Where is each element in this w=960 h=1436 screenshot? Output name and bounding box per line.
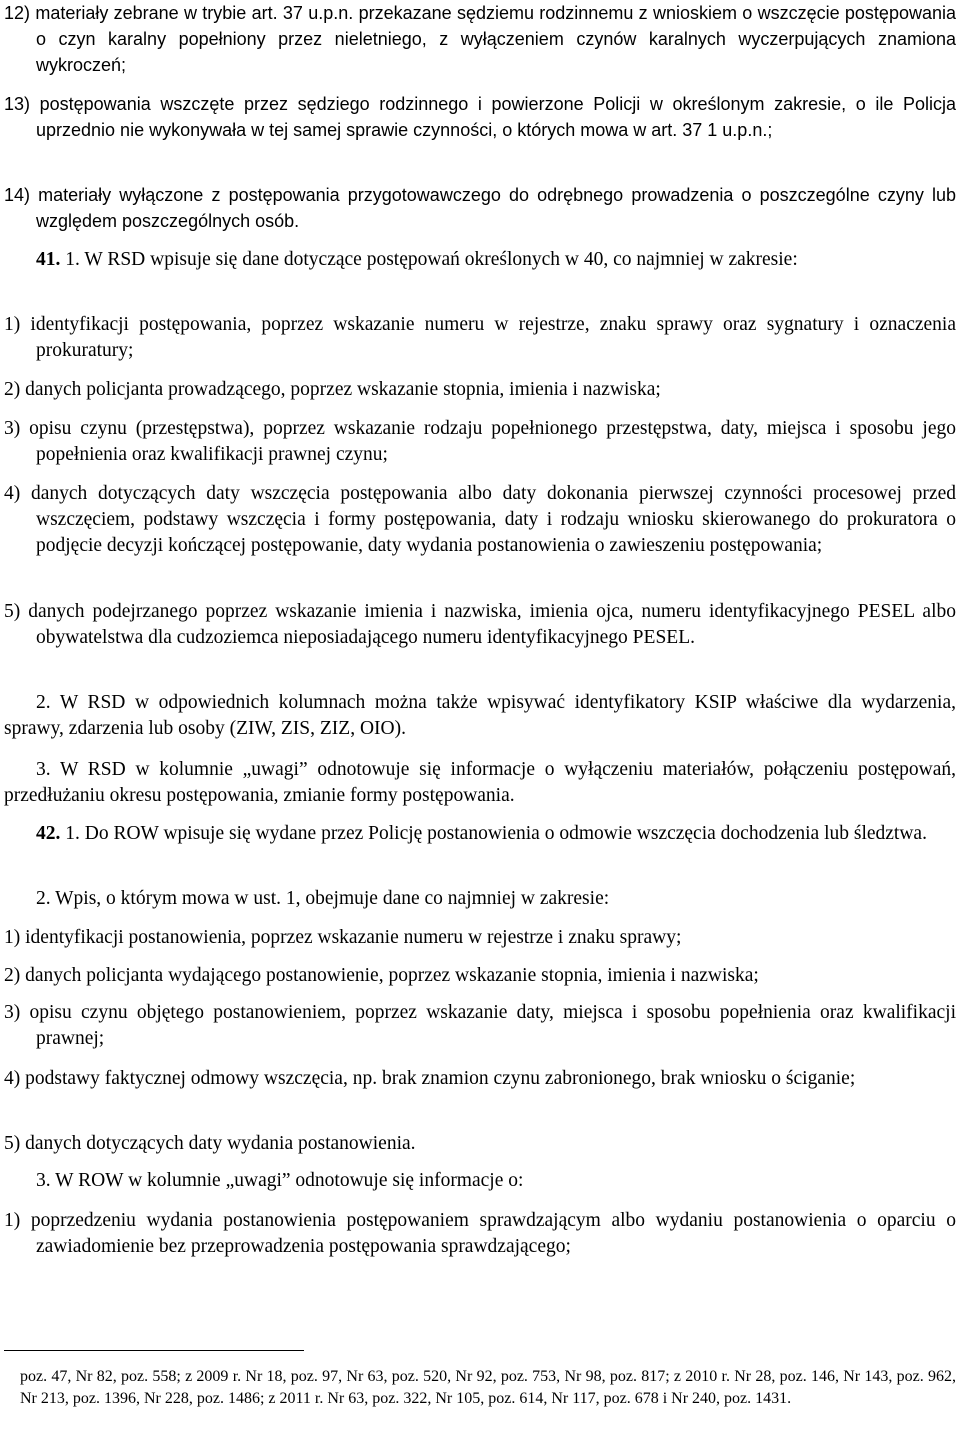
section-41-paragraph-2: 2. W RSD w odpowiednich kolumnach można także wpisywać identyfikatory KSIP właściwe dla wydarzenia, sprawy, zdarzenia lub osoby (ZIW, ZIS, ZIZ, OIO).: [4, 692, 956, 739]
list-item: 4) podstawy faktycznej odmowy wszczęcia, np. brak znamion czynu zabronionego, brak wniosku o ściganie;: [4, 1068, 856, 1089]
list-item: 12) materiały zebrane w trybie art. 37 u.p.n. przekazane sędziemu rodzinnemu z wnioskiem o wszczęcie postępowania o czyn karalny popełniony przez nieletniego, z wyłączeniem czynów karalnych wyczerpujących znamiona wykroczeń;: [4, 3, 956, 75]
list-item: 3) opisu czynu (przestępstwa), poprzez wskazanie rodzaju popełnionego przestępstwa, daty, miejsca i sposobu jego popełnienia oraz kwalifikacji prawnej czynu;: [4, 418, 956, 465]
list-item: 1) poprzedzeniu wydania postanowienia postępowaniem sprawdzającym albo wydaniu postanowienia o oparciu o zawiadomienie bez przeprowadzenia postępowania sprawdzającego;: [4, 1210, 956, 1257]
section-text: 1. W RSD wpisuje się dane dotyczące postępowań określonych w 40, co najmniej w zakresie:: [65, 249, 798, 270]
section-number: 42.: [36, 823, 61, 844]
section-42-paragraph-3: 3. W ROW w kolumnie „uwagi” odnotowuje się informacje o:: [36, 1170, 524, 1191]
list-item: 1) identyfikacji postępowania, poprzez wskazanie numeru w rejestrze, znaku sprawy oraz sygnatury i oznaczenia prokuratury;: [4, 314, 956, 361]
list-item: 4) danych dotyczących daty wszczęcia postępowania albo daty dokonania pierwszej czynności procesowej przed wszczęciem, podstawy wszczęcia i formy postępowania, daty i rodzaju wniosku skierowanego do prokuratora o podjęcie decyzji kończącej postępowanie, daty wydania postanowienia o zawieszeniu postępowania;: [4, 483, 956, 556]
list-item: 3) opisu czynu objętego postanowieniem, poprzez wskazanie daty, miejsca i sposobu popełnienia oraz kwalifikacji prawnej;: [4, 1002, 956, 1049]
list-item: 5) danych dotyczących daty wydania postanowienia.: [4, 1133, 416, 1154]
list-item: 2) danych policjanta wydającego postanowienie, poprzez wskazanie stopnia, imienia i nazwiska;: [4, 965, 759, 986]
section-42-paragraph-1: [4, 821, 956, 847]
section-number: 41.: [36, 249, 61, 270]
list-item: 1) identyfikacji postanowienia, poprzez wskazanie numeru w rejestrze i znaku sprawy;: [4, 927, 682, 948]
list-item: 2) danych policjanta prowadzącego, poprzez wskazanie stopnia, imienia i nazwiska;: [4, 379, 661, 400]
section-41-paragraph-1: [4, 247, 956, 273]
footnote-divider: [4, 1350, 304, 1351]
list-item: 13) postępowania wszczęte przez sędziego rodzinnego i powierzone Policji w określonym zakresie, o ile Policja uprzednio nie wykonywała w tej samej sprawie czynności, o których mowa w art. 37 1 u.p.n.;: [4, 94, 956, 140]
section-42-paragraph-2: 2. Wpis, o którym mowa w ust. 1, obejmuje dane co najmniej w zakresie:: [36, 888, 610, 909]
list-item: 14) materiały wyłączone z postępowania przygotowawczego do odrębnego prowadzenia o poszczególne czyny lub względem poszczególnych osób.: [4, 185, 956, 231]
list-item: 5) danych podejrzanego poprzez wskazanie imienia i nazwiska, imienia ojca, numeru identyfikacyjnego PESEL albo obywatelstwa dla cudzoziemca nieposiadającego numeru identyfikacyjnego PESEL.: [4, 601, 956, 648]
section-41-paragraph-3: 3. W RSD w kolumnie „uwagi” odnotowuje się informacje o wyłączeniu materiałów, połączeniu postępowań, przedłużaniu okresu postępowania, zmianie formy postępowania.: [4, 759, 956, 806]
footnote: poz. 47, Nr 82, poz. 558; z 2009 r. Nr 18, poz. 97, Nr 63, poz. 520, Nr 92, poz. 753, Nr 98, poz. 817; z 2010 r. Nr 28, poz. 146, Nr 143, poz. 962, Nr 213, poz. 1396, Nr 228, poz. 1486; z 2011 r. Nr 63, poz. 322, Nr 105, poz. 614, Nr 117, poz. 678 i Nr 240, poz. 1431.: [20, 1368, 956, 1407]
section-text: 1. Do ROW wpisuje się wydane przez Policję postanowienia o odmowie wszczęcia dochodzenia lub śledztwa.: [65, 823, 927, 844]
